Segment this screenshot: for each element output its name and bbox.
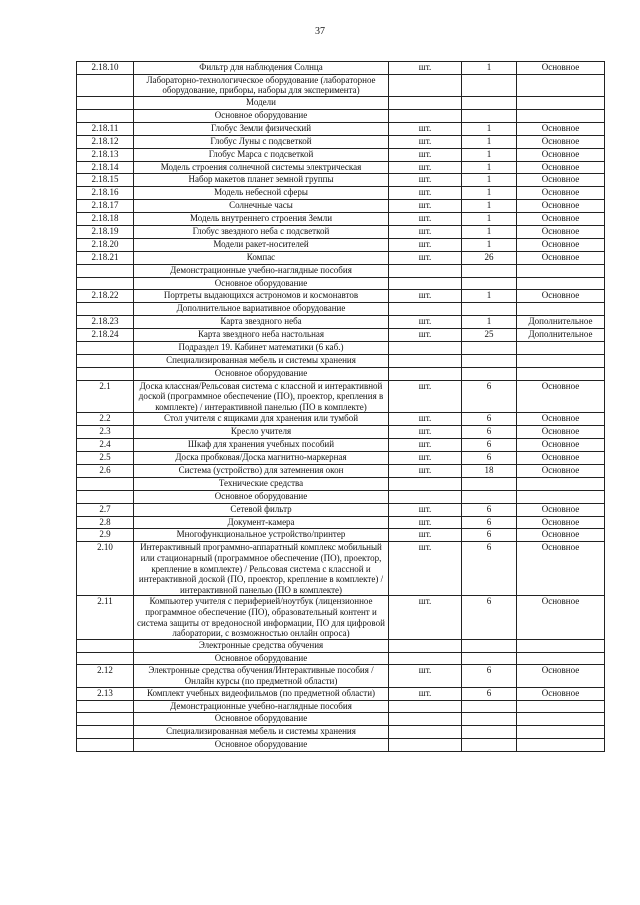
table-row (77, 316, 605, 329)
unit-cell: шт. (389, 187, 462, 200)
equipment-table-body (77, 62, 605, 752)
item-name-cell: Документ-камера (134, 516, 389, 529)
equipment-type-cell: Основное (517, 465, 605, 478)
equipment-type-cell: Основное (517, 452, 605, 465)
item-name-cell: Глобус Земли физический (134, 122, 389, 135)
table-row (77, 225, 605, 238)
item-number-cell (77, 264, 134, 277)
item-number-cell (77, 277, 134, 290)
quantity-cell (462, 490, 517, 503)
item-number-cell: 2.18.14 (77, 161, 134, 174)
item-name-cell: Демонстрационные учебно-наглядные пособия (134, 264, 389, 277)
equipment-type-cell: Основное (517, 135, 605, 148)
equipment-type-cell: Основное (517, 687, 605, 700)
table-row (77, 542, 605, 596)
unit-cell (389, 700, 462, 713)
equipment-type-cell: Основное (517, 529, 605, 542)
table-row (77, 238, 605, 251)
equipment-type-cell: Основное (517, 225, 605, 238)
item-name-cell: Демонстрационные учебно-наглядные пособия (134, 700, 389, 713)
item-name-cell: Доска пробковая/Доска магнитно-маркерная (134, 452, 389, 465)
item-name-cell: Специализированная мебель и системы хранения (134, 726, 389, 739)
quantity-cell: 1 (462, 316, 517, 329)
quantity-cell: 1 (462, 187, 517, 200)
item-number-cell (77, 639, 134, 652)
table-row (77, 380, 605, 413)
quantity-cell (462, 109, 517, 122)
quantity-cell: 1 (462, 62, 517, 75)
item-name-cell: Компьютер учителя с периферией/ноутбук (лицензионное программное обеспечение (ПО), образовательный контент и система защиты от вредоносной информации, ПО для цифровой лаборатории, с возможностью онлайн опроса) (134, 596, 389, 639)
item-number-cell: 2.18.22 (77, 290, 134, 303)
equipment-type-cell: Основное (517, 161, 605, 174)
item-name-cell: Дополнительное вариативное оборудование (134, 303, 389, 316)
item-number-cell: 2.11 (77, 596, 134, 639)
section-row (77, 277, 605, 290)
page-number: 37 (315, 26, 325, 37)
equipment-type-cell: Основное (517, 426, 605, 439)
item-number-cell: 2.18.10 (77, 62, 134, 75)
equipment-table (76, 61, 605, 752)
item-number-cell: 2.18.23 (77, 316, 134, 329)
unit-cell: шт. (389, 503, 462, 516)
quantity-cell: 1 (462, 200, 517, 213)
item-name-cell: Основное оборудование (134, 367, 389, 380)
unit-cell (389, 490, 462, 503)
unit-cell (389, 264, 462, 277)
item-name-cell: Глобус Луны с подсветкой (134, 135, 389, 148)
item-name-cell: Модель строения солнечной системы электрическая (134, 161, 389, 174)
item-number-cell (77, 700, 134, 713)
unit-cell: шт. (389, 161, 462, 174)
table-row (77, 452, 605, 465)
item-number-cell (77, 303, 134, 316)
unit-cell: шт. (389, 200, 462, 213)
equipment-type-cell: Дополнительное (517, 329, 605, 342)
unit-cell: шт. (389, 122, 462, 135)
unit-cell (389, 639, 462, 652)
item-number-cell: 2.13 (77, 687, 134, 700)
equipment-type-cell (517, 354, 605, 367)
table-row (77, 596, 605, 639)
item-name-cell: Набор макетов планет земной группы (134, 174, 389, 187)
item-number-cell: 2.2 (77, 413, 134, 426)
equipment-type-cell: Основное (517, 174, 605, 187)
table-row (77, 516, 605, 529)
section-row (77, 639, 605, 652)
unit-cell (389, 652, 462, 665)
item-number-cell: 2.3 (77, 426, 134, 439)
equipment-type-cell: Основное (517, 413, 605, 426)
item-name-cell: Основное оборудование (134, 490, 389, 503)
unit-cell: шт. (389, 225, 462, 238)
quantity-cell: 6 (462, 413, 517, 426)
table-row (77, 465, 605, 478)
item-name-cell: Основное оборудование (134, 109, 389, 122)
equipment-type-cell (517, 109, 605, 122)
quantity-cell: 1 (462, 238, 517, 251)
table-row (77, 251, 605, 264)
item-number-cell: 2.18.20 (77, 238, 134, 251)
item-number-cell: 2.18.19 (77, 225, 134, 238)
item-number-cell (77, 109, 134, 122)
item-name-cell: Модели (134, 97, 389, 110)
item-name-cell: Доска классная/Рельсовая система с классной и интерактивной доской (программное обеспечение (ПО), проектор, крепления в комплекте) / интерактивной панелью (ПО в комплекте) (134, 380, 389, 413)
table-row (77, 439, 605, 452)
item-number-cell (77, 652, 134, 665)
unit-cell (389, 739, 462, 752)
unit-cell (389, 713, 462, 726)
item-name-cell: Технические средства (134, 477, 389, 490)
table-row (77, 161, 605, 174)
item-name-cell: Специализированная мебель и системы хранения (134, 354, 389, 367)
item-number-cell: 2.18.11 (77, 122, 134, 135)
unit-cell: шт. (389, 238, 462, 251)
unit-cell (389, 109, 462, 122)
equipment-type-cell (517, 264, 605, 277)
equipment-type-cell (517, 277, 605, 290)
item-name-cell: Электронные средства обучения/Интерактивные пособия / Онлайн курсы (по предметной области) (134, 665, 389, 687)
table-row (77, 213, 605, 226)
section-row (77, 367, 605, 380)
equipment-type-cell: Основное (517, 439, 605, 452)
quantity-cell: 6 (462, 542, 517, 596)
quantity-cell (462, 354, 517, 367)
unit-cell: шт. (389, 135, 462, 148)
table-row (77, 426, 605, 439)
equipment-type-cell: Основное (517, 187, 605, 200)
unit-cell: шт. (389, 329, 462, 342)
quantity-cell: 6 (462, 529, 517, 542)
item-name-cell: Сетевой фильтр (134, 503, 389, 516)
item-name-cell: Портреты выдающихся астрономов и космонавтов (134, 290, 389, 303)
section-row (77, 700, 605, 713)
item-number-cell (77, 354, 134, 367)
unit-cell (389, 342, 462, 355)
quantity-cell (462, 342, 517, 355)
equipment-type-cell: Основное (517, 503, 605, 516)
quantity-cell: 1 (462, 122, 517, 135)
item-name-cell: Основное оборудование (134, 277, 389, 290)
unit-cell (389, 303, 462, 316)
unit-cell: шт. (389, 665, 462, 687)
item-number-cell: 2.6 (77, 465, 134, 478)
item-number-cell: 2.12 (77, 665, 134, 687)
unit-cell: шт. (389, 148, 462, 161)
table-row (77, 148, 605, 161)
item-number-cell (77, 726, 134, 739)
quantity-cell: 6 (462, 516, 517, 529)
table-row (77, 290, 605, 303)
quantity-cell: 6 (462, 452, 517, 465)
item-number-cell (77, 477, 134, 490)
item-name-cell: Основное оборудование (134, 713, 389, 726)
item-number-cell (77, 342, 134, 355)
unit-cell: шт. (389, 174, 462, 187)
unit-cell: шт. (389, 439, 462, 452)
table-row (77, 62, 605, 75)
quantity-cell: 6 (462, 596, 517, 639)
equipment-type-cell: Основное (517, 122, 605, 135)
item-number-cell (77, 74, 134, 96)
item-name-cell: Подраздел 19. Кабинет математики (6 каб.) (134, 342, 389, 355)
unit-cell: шт. (389, 251, 462, 264)
table-row (77, 200, 605, 213)
item-name-cell: Карта звездного неба настольная (134, 329, 389, 342)
section-row (77, 477, 605, 490)
quantity-cell (462, 303, 517, 316)
item-name-cell: Кресло учителя (134, 426, 389, 439)
item-number-cell: 2.18.17 (77, 200, 134, 213)
quantity-cell (462, 74, 517, 96)
unit-cell: шт. (389, 516, 462, 529)
unit-cell (389, 277, 462, 290)
item-name-cell: Интерактивный программно-аппаратный комплекс мобильный или стационарный (программное обеспечение (ПО), проектор, крепление в комплекте) / Рельсовая система с классной и интерактивной доской (ПО, проектор, крепление в комплекте) / интерактивной панелью (ПО в комплекте) (134, 542, 389, 596)
equipment-type-cell (517, 639, 605, 652)
unit-cell: шт. (389, 687, 462, 700)
quantity-cell: 6 (462, 426, 517, 439)
quantity-cell (462, 264, 517, 277)
item-number-cell: 2.8 (77, 516, 134, 529)
item-number-cell (77, 490, 134, 503)
equipment-type-cell (517, 713, 605, 726)
quantity-cell: 1 (462, 225, 517, 238)
section-row (77, 264, 605, 277)
equipment-type-cell (517, 739, 605, 752)
item-number-cell: 2.18.12 (77, 135, 134, 148)
quantity-cell (462, 639, 517, 652)
table-row (77, 413, 605, 426)
unit-cell (389, 97, 462, 110)
unit-cell (389, 74, 462, 96)
unit-cell (389, 367, 462, 380)
equipment-type-cell (517, 303, 605, 316)
item-number-cell: 2.1 (77, 380, 134, 413)
equipment-type-cell (517, 652, 605, 665)
quantity-cell (462, 477, 517, 490)
item-name-cell: Электронные средства обучения (134, 639, 389, 652)
item-name-cell: Основное оборудование (134, 652, 389, 665)
equipment-type-cell: Основное (517, 200, 605, 213)
quantity-cell (462, 739, 517, 752)
equipment-type-cell: Основное (517, 516, 605, 529)
table-row (77, 187, 605, 200)
item-number-cell: 2.18.24 (77, 329, 134, 342)
section-row (77, 342, 605, 355)
equipment-type-cell: Основное (517, 148, 605, 161)
item-number-cell: 2.18.13 (77, 148, 134, 161)
equipment-type-cell: Основное (517, 251, 605, 264)
equipment-type-cell (517, 74, 605, 96)
quantity-cell (462, 652, 517, 665)
unit-cell: шт. (389, 413, 462, 426)
item-number-cell (77, 739, 134, 752)
item-name-cell: Глобус звездного неба с подсветкой (134, 225, 389, 238)
equipment-type-cell: Основное (517, 380, 605, 413)
equipment-type-cell: Основное (517, 542, 605, 596)
quantity-cell: 1 (462, 290, 517, 303)
section-row (77, 739, 605, 752)
item-number-cell: 2.4 (77, 439, 134, 452)
unit-cell: шт. (389, 62, 462, 75)
item-name-cell: Солнечные часы (134, 200, 389, 213)
quantity-cell: 1 (462, 161, 517, 174)
equipment-type-cell (517, 700, 605, 713)
equipment-type-cell: Основное (517, 290, 605, 303)
quantity-cell: 1 (462, 213, 517, 226)
section-row (77, 490, 605, 503)
table-row (77, 329, 605, 342)
quantity-cell: 6 (462, 665, 517, 687)
unit-cell: шт. (389, 380, 462, 413)
table-row (77, 122, 605, 135)
quantity-cell: 6 (462, 439, 517, 452)
item-number-cell: 2.7 (77, 503, 134, 516)
item-name-cell: Шкаф для хранения учебных пособий (134, 439, 389, 452)
equipment-type-cell (517, 490, 605, 503)
unit-cell (389, 726, 462, 739)
item-name-cell: Система (устройство) для затемнения окон (134, 465, 389, 478)
item-number-cell: 2.18.16 (77, 187, 134, 200)
item-name-cell: Основное оборудование (134, 739, 389, 752)
equipment-type-cell: Основное (517, 238, 605, 251)
section-row (77, 74, 605, 96)
unit-cell: шт. (389, 290, 462, 303)
equipment-type-cell (517, 726, 605, 739)
equipment-type-cell (517, 342, 605, 355)
section-row (77, 303, 605, 316)
quantity-cell: 1 (462, 135, 517, 148)
unit-cell (389, 354, 462, 367)
quantity-cell (462, 726, 517, 739)
unit-cell: шт. (389, 596, 462, 639)
unit-cell: шт. (389, 426, 462, 439)
table-row (77, 529, 605, 542)
unit-cell: шт. (389, 542, 462, 596)
quantity-cell: 6 (462, 380, 517, 413)
equipment-type-cell: Основное (517, 213, 605, 226)
item-name-cell: Глобус Марса с подсветкой (134, 148, 389, 161)
equipment-type-cell: Дополнительное (517, 316, 605, 329)
equipment-type-cell (517, 97, 605, 110)
item-number-cell: 2.10 (77, 542, 134, 596)
quantity-cell (462, 700, 517, 713)
item-number-cell (77, 367, 134, 380)
section-row (77, 354, 605, 367)
item-number-cell: 2.9 (77, 529, 134, 542)
unit-cell: шт. (389, 213, 462, 226)
quantity-cell: 1 (462, 148, 517, 161)
item-name-cell: Модель небесной сферы (134, 187, 389, 200)
table-row (77, 687, 605, 700)
unit-cell: шт. (389, 316, 462, 329)
unit-cell (389, 477, 462, 490)
item-name-cell: Комплект учебных видеофильмов (по предметной области) (134, 687, 389, 700)
section-row (77, 713, 605, 726)
item-name-cell: Многофункциональное устройство/принтер (134, 529, 389, 542)
item-number-cell: 2.18.15 (77, 174, 134, 187)
quantity-cell: 6 (462, 687, 517, 700)
equipment-type-cell: Основное (517, 596, 605, 639)
item-name-cell: Модели ракет-носителей (134, 238, 389, 251)
section-row (77, 109, 605, 122)
section-row (77, 97, 605, 110)
item-number-cell (77, 97, 134, 110)
table-row (77, 665, 605, 687)
quantity-cell (462, 367, 517, 380)
quantity-cell: 18 (462, 465, 517, 478)
unit-cell: шт. (389, 465, 462, 478)
quantity-cell: 1 (462, 174, 517, 187)
table-row (77, 135, 605, 148)
item-name-cell: Лабораторно-технологическое оборудование (лабораторное оборудование, приборы, наборы для эксперимента) (134, 74, 389, 96)
item-name-cell: Фильтр для наблюдения Солнца (134, 62, 389, 75)
equipment-type-cell: Основное (517, 62, 605, 75)
quantity-cell: 25 (462, 329, 517, 342)
table-row (77, 174, 605, 187)
unit-cell: шт. (389, 452, 462, 465)
quantity-cell (462, 277, 517, 290)
quantity-cell (462, 713, 517, 726)
item-number-cell: 2.18.21 (77, 251, 134, 264)
quantity-cell: 26 (462, 251, 517, 264)
equipment-type-cell: Основное (517, 665, 605, 687)
item-name-cell: Стол учителя с ящиками для хранения или тумбой (134, 413, 389, 426)
table-row (77, 503, 605, 516)
equipment-type-cell (517, 477, 605, 490)
section-row (77, 726, 605, 739)
item-number-cell: 2.5 (77, 452, 134, 465)
item-name-cell: Модель внутреннего строения Земли (134, 213, 389, 226)
item-number-cell: 2.18.18 (77, 213, 134, 226)
quantity-cell: 6 (462, 503, 517, 516)
unit-cell: шт. (389, 529, 462, 542)
item-name-cell: Компас (134, 251, 389, 264)
section-row (77, 652, 605, 665)
equipment-type-cell (517, 367, 605, 380)
quantity-cell (462, 97, 517, 110)
item-name-cell: Карта звездного неба (134, 316, 389, 329)
item-number-cell (77, 713, 134, 726)
